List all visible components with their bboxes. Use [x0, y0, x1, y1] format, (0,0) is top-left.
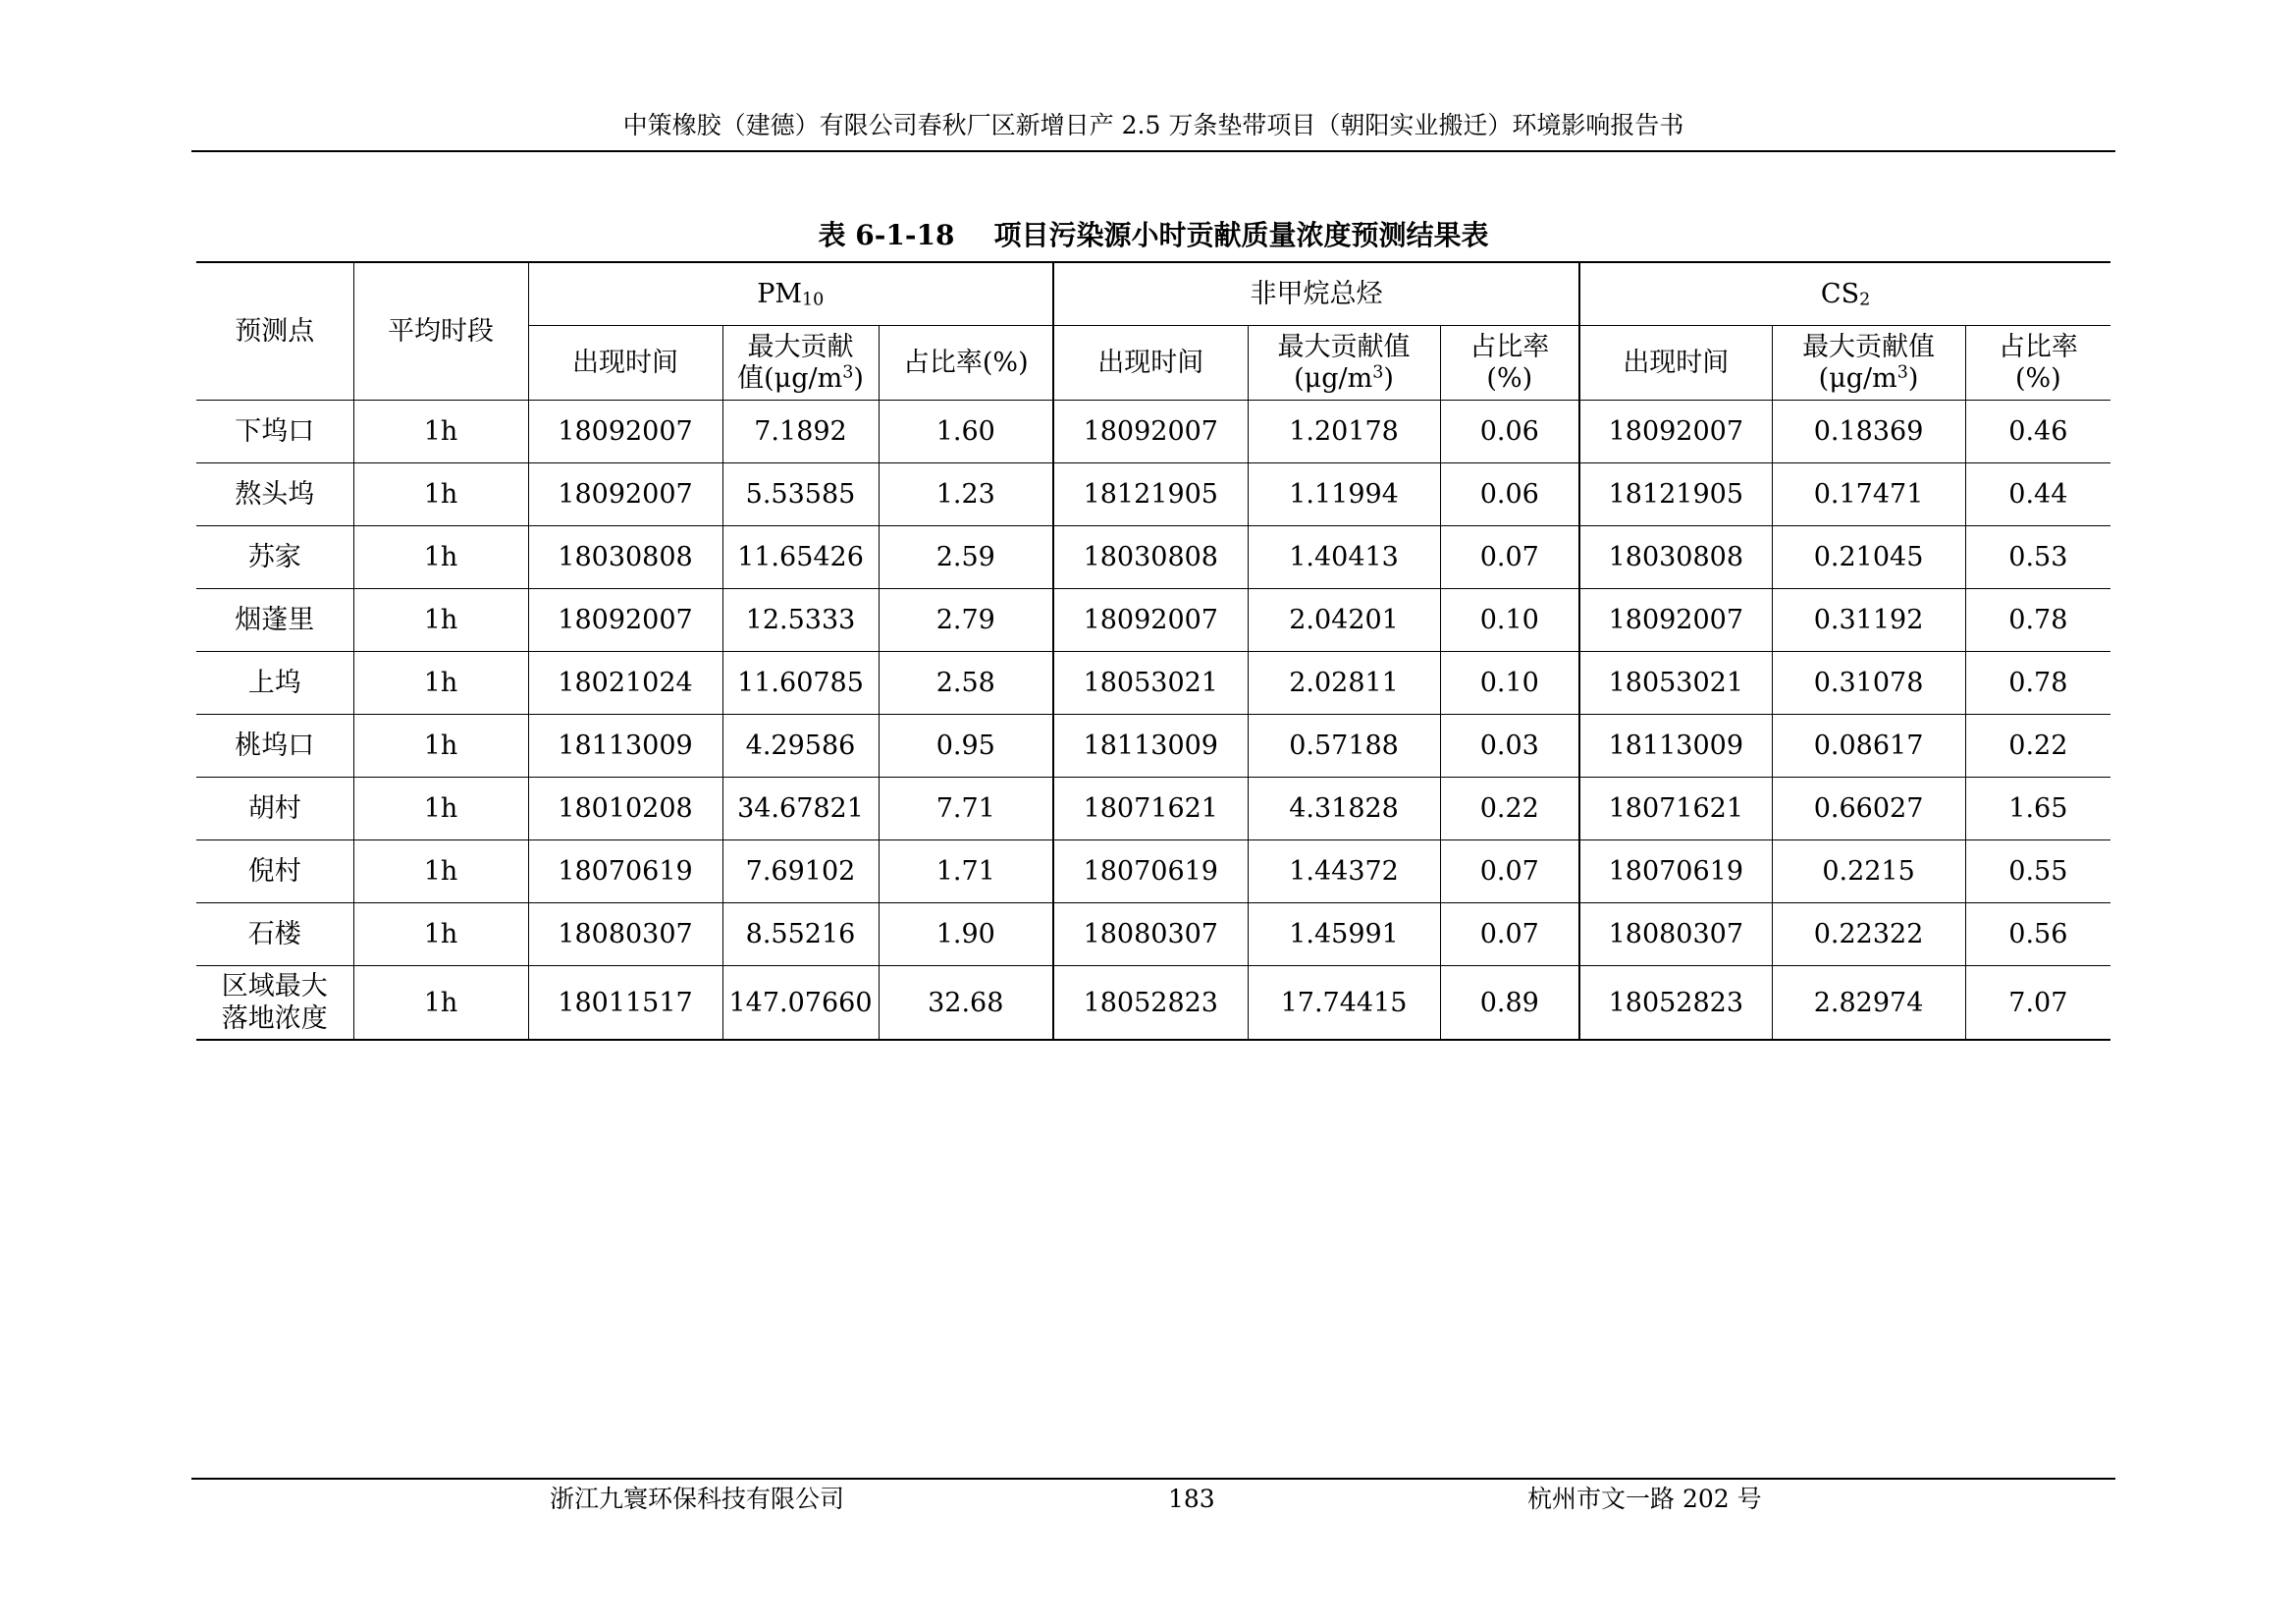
- table-title: 项目污染源小时贡献质量浓度预测结果表: [993, 219, 1489, 251]
- cell-point: 区域最大 落地浓度: [196, 966, 353, 1041]
- cell-nmhc-ratio: 0.07: [1440, 526, 1579, 589]
- cell-pm10-ratio: 2.79: [879, 589, 1053, 652]
- cell-nmhc-ratio: 0.89: [1440, 966, 1579, 1041]
- cell-cs2-time: 18071621: [1579, 778, 1772, 840]
- pm10-time-header: 出现时间: [528, 326, 722, 401]
- cell-nmhc-max: 2.04201: [1248, 589, 1440, 652]
- header-row-groups: [196, 262, 2110, 326]
- cell-cs2-time: 18092007: [1579, 589, 1772, 652]
- cell-cs2-time: 18030808: [1579, 526, 1772, 589]
- cell-pm10-time: 18092007: [528, 589, 722, 652]
- footer-company: 浙江九寰环保科技有限公司: [550, 1485, 845, 1513]
- nmhc-max-header: 最大贡献值 $(\mu g/m^3)$: [1248, 326, 1440, 401]
- cell-point: 胡村: [196, 778, 353, 840]
- table-row: [196, 840, 2110, 903]
- nmhc-ratio-header: 占比率 (%): [1440, 326, 1579, 401]
- cell-point: 熬头坞: [196, 463, 353, 526]
- cell-point: 苏家: [196, 526, 353, 589]
- cell-pm10-ratio: 7.71: [879, 778, 1053, 840]
- cell-point: 石楼: [196, 903, 353, 966]
- cell-nmhc-ratio: 0.07: [1440, 903, 1579, 966]
- cell-cs2-max: 0.08617: [1772, 715, 1965, 778]
- footer-page-number: 183: [1168, 1485, 1215, 1513]
- cell-pm10-time: 18011517: [528, 966, 722, 1041]
- cell-nmhc-time: 18052823: [1053, 966, 1248, 1041]
- cell-period: 1h: [353, 526, 528, 589]
- table-row: [196, 589, 2110, 652]
- cell-period: 1h: [353, 463, 528, 526]
- cell-pm10-max: 12.5333: [722, 589, 879, 652]
- cell-cs2-max: 0.21045: [1772, 526, 1965, 589]
- table-row: [196, 778, 2110, 840]
- cell-pm10-max: 8.55216: [722, 903, 879, 966]
- cell-nmhc-max: 1.44372: [1248, 840, 1440, 903]
- cell-pm10-time: 18092007: [528, 463, 722, 526]
- cs2-ratio-header: 占比率 (%): [1965, 326, 2110, 401]
- cell-nmhc-time: 18113009: [1053, 715, 1248, 778]
- cell-nmhc-max: 4.31828: [1248, 778, 1440, 840]
- cell-pm10-time: 18080307: [528, 903, 722, 966]
- cell-nmhc-time: 18071621: [1053, 778, 1248, 840]
- cell-nmhc-ratio: 0.10: [1440, 652, 1579, 715]
- table-row: [196, 715, 2110, 778]
- cell-pm10-time: 18070619: [528, 840, 722, 903]
- table-row: [196, 401, 2110, 463]
- cell-nmhc-max: 2.02811: [1248, 652, 1440, 715]
- cell-period: 1h: [353, 840, 528, 903]
- table-row: [196, 526, 2110, 589]
- cell-cs2-ratio: 0.22: [1965, 715, 2110, 778]
- cell-cs2-max: 0.66027: [1772, 778, 1965, 840]
- group-header-pm10: $PM_{10}$: [528, 262, 1053, 326]
- cell-cs2-time: 18070619: [1579, 840, 1772, 903]
- cs2-max-header: 最大贡献值 $(\mu g/m^3)$: [1772, 326, 1965, 401]
- pm10-ratio-header: 占比率(%): [879, 326, 1053, 401]
- cell-point: 倪村: [196, 840, 353, 903]
- cell-cs2-max: 0.22322: [1772, 903, 1965, 966]
- footer-rule: [191, 1478, 2115, 1480]
- cell-nmhc-max: 0.57188: [1248, 715, 1440, 778]
- cell-cs2-max: 0.31192: [1772, 589, 1965, 652]
- cell-pm10-ratio: 2.58: [879, 652, 1053, 715]
- cell-pm10-ratio: 1.90: [879, 903, 1053, 966]
- cell-cs2-ratio: 0.56: [1965, 903, 2110, 966]
- table-caption: [191, 218, 2115, 253]
- cell-cs2-ratio: 0.78: [1965, 589, 2110, 652]
- cell-nmhc-time: 18070619: [1053, 840, 1248, 903]
- cell-period: 1h: [353, 778, 528, 840]
- cell-pm10-max: 34.67821: [722, 778, 879, 840]
- cell-pm10-max: 4.29586: [722, 715, 879, 778]
- cell-cs2-ratio: 0.44: [1965, 463, 2110, 526]
- cell-cs2-max: 0.31078: [1772, 652, 1965, 715]
- cell-nmhc-time: 18092007: [1053, 589, 1248, 652]
- cell-period: 1h: [353, 966, 528, 1041]
- table-row: [196, 463, 2110, 526]
- cell-cs2-ratio: 0.53: [1965, 526, 2110, 589]
- cs2-time-header: 出现时间: [1579, 326, 1772, 401]
- cell-cs2-max: 0.18369: [1772, 401, 1965, 463]
- header-rule: [191, 150, 2115, 152]
- cell-pm10-time: 18010208: [528, 778, 722, 840]
- cell-cs2-ratio: 7.07: [1965, 966, 2110, 1041]
- cell-cs2-max: 0.17471: [1772, 463, 1965, 526]
- cell-pm10-max: 11.65426: [722, 526, 879, 589]
- cell-cs2-time: 18052823: [1579, 966, 1772, 1041]
- table-row-regional-max: [196, 966, 2110, 1041]
- cell-period: 1h: [353, 589, 528, 652]
- cell-nmhc-max: 17.74415: [1248, 966, 1440, 1041]
- cell-pm10-ratio: 1.60: [879, 401, 1053, 463]
- cell-pm10-max: 7.69102: [722, 840, 879, 903]
- cell-cs2-time: 18053021: [1579, 652, 1772, 715]
- cell-pm10-ratio: 32.68: [879, 966, 1053, 1041]
- cell-cs2-time: 18121905: [1579, 463, 1772, 526]
- table-body: [196, 401, 2110, 1041]
- cell-point: 下坞口: [196, 401, 353, 463]
- cell-period: 1h: [353, 401, 528, 463]
- cell-nmhc-max: 1.20178: [1248, 401, 1440, 463]
- cell-cs2-ratio: 0.78: [1965, 652, 2110, 715]
- cell-point: 烟蓬里: [196, 589, 353, 652]
- cell-nmhc-time: 18053021: [1053, 652, 1248, 715]
- pm10-max-header: 最大贡献 值$(\mu g/m^3)$: [722, 326, 879, 401]
- cell-cs2-ratio: 0.46: [1965, 401, 2110, 463]
- cell-pm10-time: 18092007: [528, 401, 722, 463]
- cell-pm10-ratio: 1.71: [879, 840, 1053, 903]
- cell-pm10-max: 147.07660: [722, 966, 879, 1041]
- cell-point: 上坞: [196, 652, 353, 715]
- cell-nmhc-max: 1.11994: [1248, 463, 1440, 526]
- col-header-period: 平均时段: [353, 262, 528, 401]
- cell-nmhc-time: 18080307: [1053, 903, 1248, 966]
- cell-pm10-time: 18030808: [528, 526, 722, 589]
- cell-cs2-ratio: 1.65: [1965, 778, 2110, 840]
- cell-pm10-time: 18113009: [528, 715, 722, 778]
- group-header-cs2: $CS_2$: [1579, 262, 2110, 326]
- prediction-results-table: [196, 261, 2110, 1041]
- cell-nmhc-ratio: 0.22: [1440, 778, 1579, 840]
- cell-pm10-max: 7.1892: [722, 401, 879, 463]
- cell-period: 1h: [353, 903, 528, 966]
- cell-nmhc-ratio: 0.03: [1440, 715, 1579, 778]
- cell-period: 1h: [353, 715, 528, 778]
- cell-cs2-time: 18113009: [1579, 715, 1772, 778]
- cell-cs2-time: 18080307: [1579, 903, 1772, 966]
- cell-point: 桃坞口: [196, 715, 353, 778]
- cell-pm10-max: 5.53585: [722, 463, 879, 526]
- cell-cs2-max: 0.2215: [1772, 840, 1965, 903]
- col-header-point: 预测点: [196, 262, 353, 401]
- cell-nmhc-time: 18030808: [1053, 526, 1248, 589]
- group-header-nmhc: 非甲烷总烃: [1053, 262, 1579, 326]
- cell-pm10-ratio: 1.23: [879, 463, 1053, 526]
- cell-nmhc-time: 18121905: [1053, 463, 1248, 526]
- cell-pm10-ratio: 2.59: [879, 526, 1053, 589]
- cell-nmhc-time: 18092007: [1053, 401, 1248, 463]
- footer-address: 杭州市文一路 202 号: [1527, 1485, 1762, 1513]
- cell-cs2-ratio: 0.55: [1965, 840, 2110, 903]
- cell-cs2-max: 2.82974: [1772, 966, 1965, 1041]
- cell-nmhc-ratio: 0.07: [1440, 840, 1579, 903]
- nmhc-time-header: 出现时间: [1053, 326, 1248, 401]
- cell-cs2-time: 18092007: [1579, 401, 1772, 463]
- cell-pm10-ratio: 0.95: [879, 715, 1053, 778]
- table-row: [196, 652, 2110, 715]
- cell-nmhc-max: 1.45991: [1248, 903, 1440, 966]
- cell-pm10-time: 18021024: [528, 652, 722, 715]
- cell-pm10-max: 11.60785: [722, 652, 879, 715]
- cell-nmhc-ratio: 0.06: [1440, 401, 1579, 463]
- cell-nmhc-ratio: 0.10: [1440, 589, 1579, 652]
- table-row: [196, 903, 2110, 966]
- cell-nmhc-ratio: 0.06: [1440, 463, 1579, 526]
- page-header: 中策橡胶（建德）有限公司春秋厂区新增日产 2.5 万条垫带项目（朝阳实业搬迁）环境影响报告书: [622, 111, 1684, 139]
- cell-period: 1h: [353, 652, 528, 715]
- cell-nmhc-max: 1.40413: [1248, 526, 1440, 589]
- table-number: 表 6-1-18: [818, 219, 955, 251]
